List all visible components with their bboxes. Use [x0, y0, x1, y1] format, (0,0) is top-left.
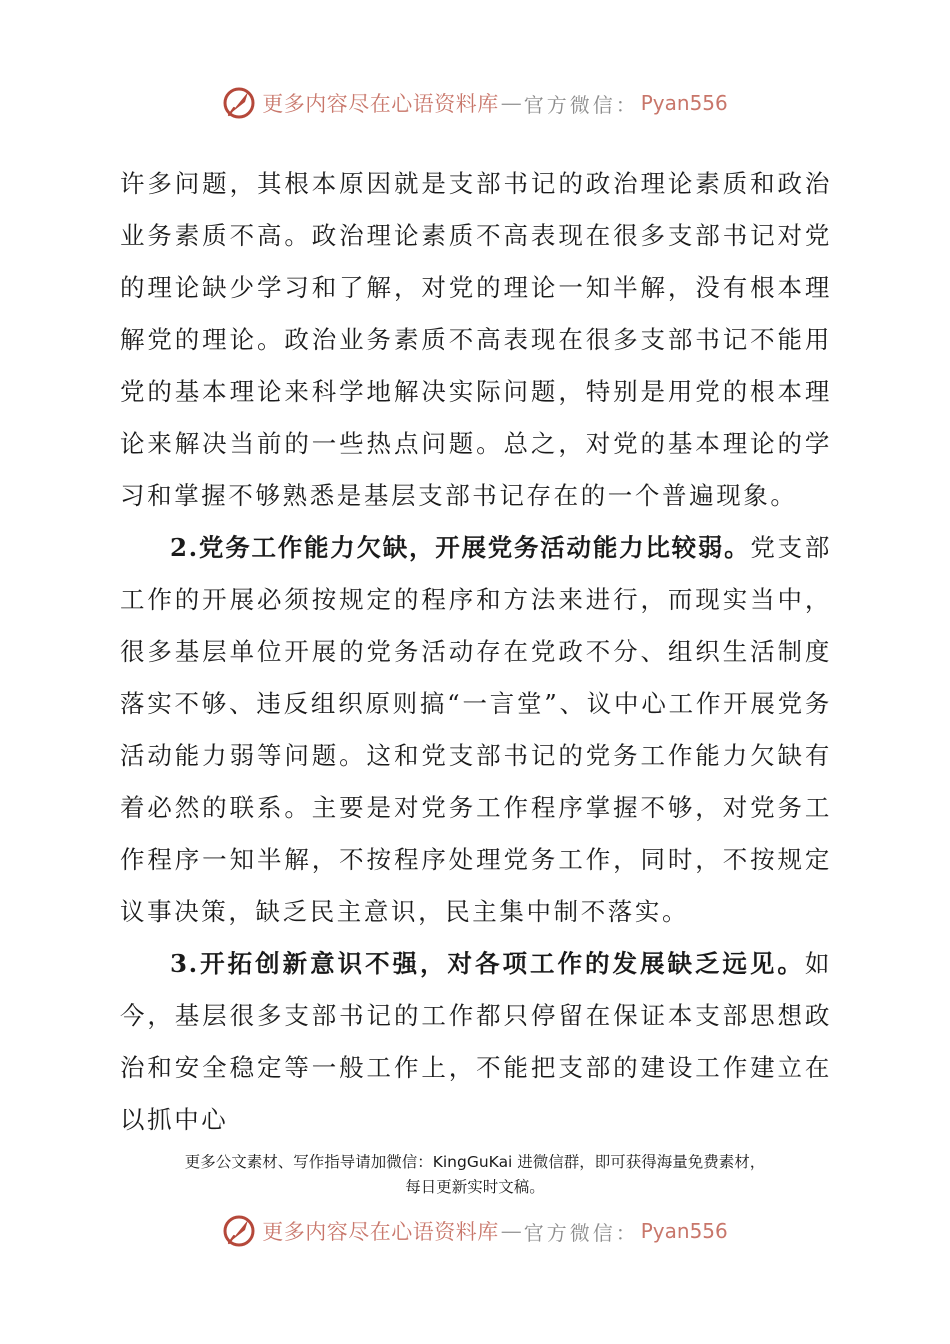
paragraph-3-text: 如今，基层很多支部书记的工作都只停留在保证本支部思想政治和安全稳定等一般工作上，不能把支部的建设工作建立在以抓中心	[120, 949, 832, 1134]
paragraph-2-text: 党支部工作的开展必须按规定的程序和方法来进行，而现实当中，很多基层单位开展的党务活动存在党政不分、组织生活制度落实不够、违反组织原则搞“一言堂”、议中心工作开展党务活动能力弱等问题。这和党支部书记的党务工作能力欠缺有着必然的联系。主要是对党务工作程序掌握不够，对党务工作程序一知半解，不按程序处理党务工作，同时，不按规定议事决策，缺乏民主意识，民主集中制不落实。	[120, 533, 832, 926]
paragraph-3	[120, 938, 832, 1146]
paragraph-3-heading: 3.开拓创新意识不强，对各项工作的发展缺乏远见。	[170, 949, 805, 978]
quill-logo-icon	[222, 1214, 256, 1248]
footer-line-1-a: 更多公文素材、写作指导请加微信：	[184, 1153, 433, 1171]
banner-dash: —	[500, 91, 522, 115]
footer-wechat-id: KingGuKai	[432, 1153, 513, 1171]
paragraph-2	[120, 522, 832, 938]
paragraph-1: 许多问题，其根本原因就是支部书记的政治理论素质和政治业务素质不高。政治理论素质不高表现在很多支部书记对党的理论缺少学习和了解，对党的理论一知半解，没有根本理解党的理论。政治业务素质不高表现在很多支部书记不能用党的基本理论来科学地解决实际问题，特别是用党的根本理论来解决当前的一些热点问题。总之，对党的基本理论的学习和掌握不够熟悉是基层支部书记存在的一个普遍现象。	[120, 169, 832, 510]
header-banner	[0, 78, 950, 128]
quill-logo-icon	[222, 86, 256, 120]
footer-note	[100, 1150, 850, 1200]
document-body	[120, 158, 832, 1146]
banner-wechat-id: Pyan556	[640, 1219, 728, 1243]
footer-line-1	[100, 1150, 850, 1175]
footer-line-1-b: 进微信群，即可获得海量免费素材，	[512, 1153, 766, 1171]
banner-wechat-id: Pyan556	[640, 91, 728, 115]
banner-dash: —	[500, 1219, 522, 1243]
banner-brand-text: 更多内容尽在心语资料库	[262, 92, 499, 116]
paragraph-2-heading: 2.党务工作能力欠缺，开展党务活动能力比较弱。	[170, 533, 751, 562]
banner-official-label: 官方微信：	[523, 1220, 639, 1245]
footer-banner	[0, 1206, 950, 1256]
banner-brand-text: 更多内容尽在心语资料库	[262, 1220, 499, 1244]
footer-line-2: 每日更新实时文稿。	[405, 1178, 545, 1196]
banner-official-label: 官方微信：	[523, 92, 639, 117]
